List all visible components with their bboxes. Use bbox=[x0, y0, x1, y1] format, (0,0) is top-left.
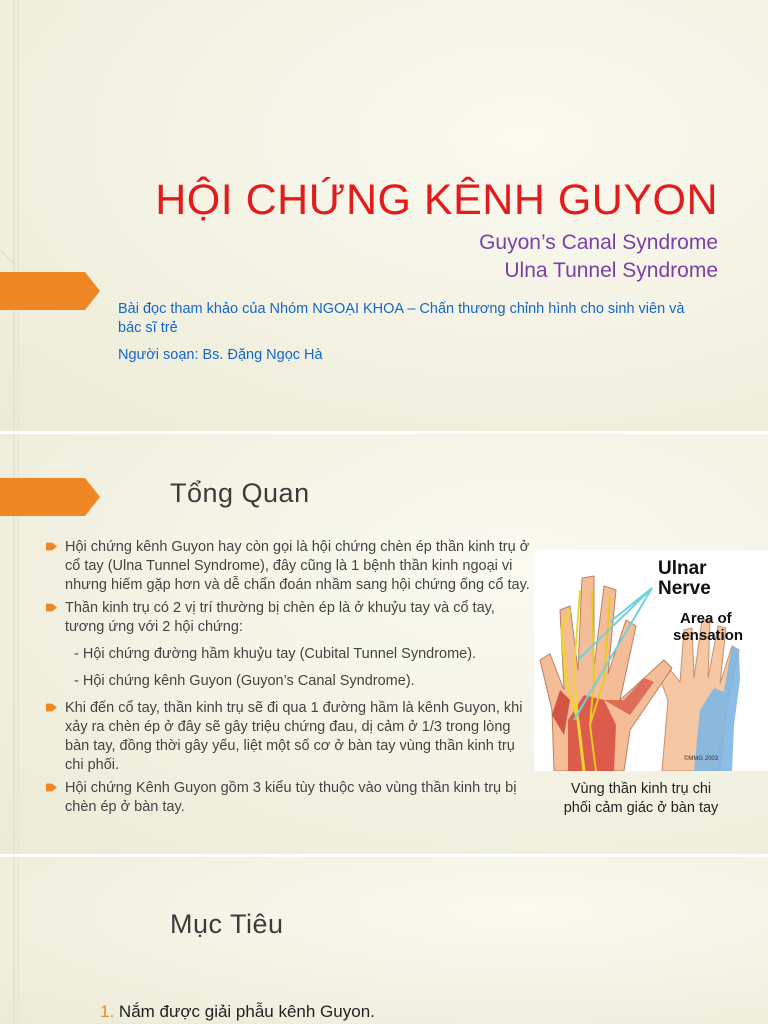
figure-label-area: Area of bbox=[680, 610, 732, 627]
bullet-arrow-icon bbox=[46, 702, 57, 713]
objective-text: Nắm được giải phẫu kênh Guyon. bbox=[118, 1002, 375, 1021]
subtitle-english: Guyon’s Canal Syndrome bbox=[479, 231, 718, 254]
bullet-arrow-icon bbox=[46, 541, 57, 552]
figure-label-nerve: Nerve bbox=[658, 578, 711, 599]
overview-slide bbox=[0, 434, 768, 854]
figure-copyright: ©MMG 2003 bbox=[684, 756, 719, 762]
section-title-objectives: Mục Tiêu bbox=[170, 909, 284, 939]
sub-item: - Hội chứng kênh Guyon (Guyon’s Canal Syndrome). bbox=[74, 673, 415, 689]
hand-illustration-graphic bbox=[534, 550, 768, 771]
bullet-arrow-icon bbox=[46, 782, 57, 793]
title-slide bbox=[0, 0, 768, 431]
hand-anatomy-illustration bbox=[534, 550, 768, 771]
slide-title: HỘI CHỨNG KÊNH GUYON bbox=[155, 176, 718, 224]
objective-item bbox=[100, 1002, 375, 1022]
bullet-item: Hội chứng Kênh Guyon gồm 3 kiểu tùy thuộc vào vùng thần kinh trụ bị chèn ép ở bàn tay. bbox=[44, 779, 532, 817]
orange-arrow-marker bbox=[0, 478, 100, 516]
overview-bullets bbox=[44, 538, 532, 821]
author-text: Người soạn: Bs. Đặng Ngọc Hà bbox=[118, 347, 323, 363]
sub-item: - Hội chứng đường hầm khuỷu tay (Cubital Tunnel Syndrome). bbox=[74, 646, 477, 662]
objectives-slide bbox=[0, 857, 768, 1024]
subtitle-alternate: Ulna Tunnel Syndrome bbox=[504, 259, 718, 282]
section-title-overview: Tổng Quan bbox=[170, 478, 310, 508]
bullet-item: Khi đến cổ tay, thần kinh trụ sẽ đi qua 1 đường hầm là kênh Guyon, khi xảy ra chèn ép ở đây sẽ gây triệu chứng đau, dị cảm ở 1/3 trong lòng bàn tay, đồng thời gây yếu, liệt một số cơ ở bàn tay vùng thần kinh trụ chi phối. bbox=[44, 699, 532, 775]
reference-text: Bài đọc tham khảo của Nhóm NGOẠI KHOA – Chấn thương chỉnh hình cho sinh viên và bác sĩ trẻ bbox=[118, 301, 685, 336]
bullet-item: Hội chứng kênh Guyon hay còn gọi là hội chứng chèn ép thần kinh trụ ở cổ tay (Ulna Tunnel Syndrome), đây cũng là 1 bệnh thần kinh ngoại vi nhưng hiếm gặp hơn và dễ chẩn đoán nhầm sang hội chứng ống cổ tay. bbox=[44, 538, 532, 595]
figure-label-sensation: sensation bbox=[673, 627, 744, 644]
figure-caption: Vùng thần kinh trụ chi phối cảm giác ở bàn tay bbox=[563, 781, 719, 816]
bullet-item: Thần kinh trụ có 2 vị trí thường bị chèn ép là ở khuỷu tay và cổ tay, tương ứng với 2 hội chứng: bbox=[44, 599, 532, 637]
orange-arrow-marker bbox=[0, 272, 100, 310]
decorative-lines bbox=[0, 857, 40, 1024]
figure-label-ulnar: Ulnar bbox=[658, 558, 707, 579]
bullet-arrow-icon bbox=[46, 602, 57, 613]
objective-number: 1. bbox=[100, 1002, 115, 1021]
